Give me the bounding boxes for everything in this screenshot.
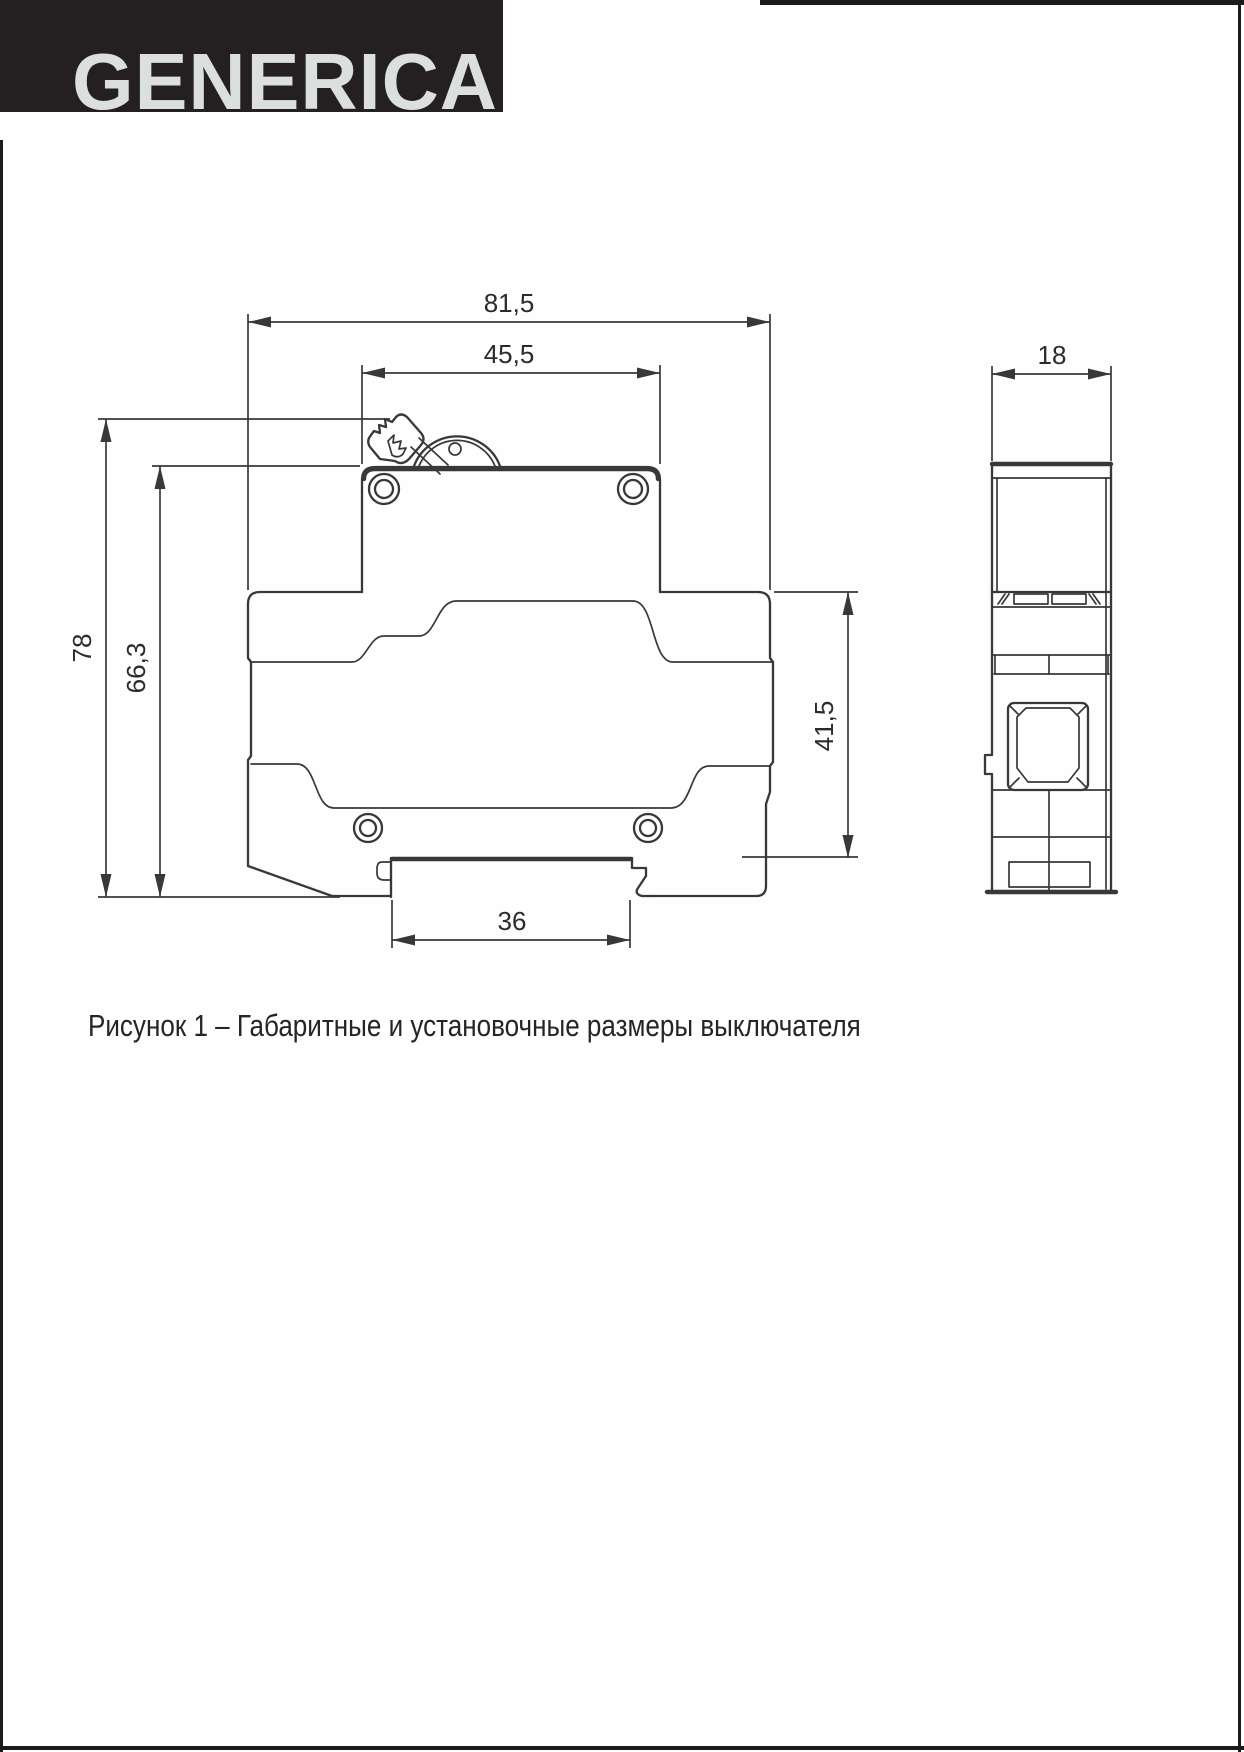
front-view-drawing (248, 415, 773, 898)
dimension-din-rail-width (392, 900, 630, 948)
dimension-top-section-width (362, 339, 660, 464)
dim-label-mount-height: 41,5 (809, 700, 839, 752)
dim-label-overall-width: 81,5 (483, 288, 535, 318)
dim-label-top-section-width: 45,5 (483, 339, 535, 369)
dimension-body-height (121, 466, 360, 897)
top-section-outline (362, 467, 660, 592)
side-view-drawing (985, 463, 1116, 892)
side-window (1008, 703, 1088, 790)
body-outline (248, 592, 773, 896)
dim-label-overall-height: 78 (67, 633, 97, 663)
dim-label-module-width: 18 (1037, 340, 1067, 370)
dimension-module-width (992, 340, 1111, 461)
dimension-overall-width (248, 288, 770, 590)
figure-caption: Рисунок 1 – Габаритные и установочные размеры выключателя (88, 1008, 861, 1043)
vent-slots (992, 592, 1111, 607)
dimension-overall-height (67, 419, 390, 897)
toggle-lever (368, 415, 500, 475)
dim-label-body-height: 66,3 (121, 642, 151, 694)
dim-label-din-rail-width: 36 (497, 906, 527, 936)
brand-logo: GENERICA (72, 37, 498, 126)
din-rail-recess (377, 858, 652, 897)
dimension-mount-height (742, 592, 858, 858)
